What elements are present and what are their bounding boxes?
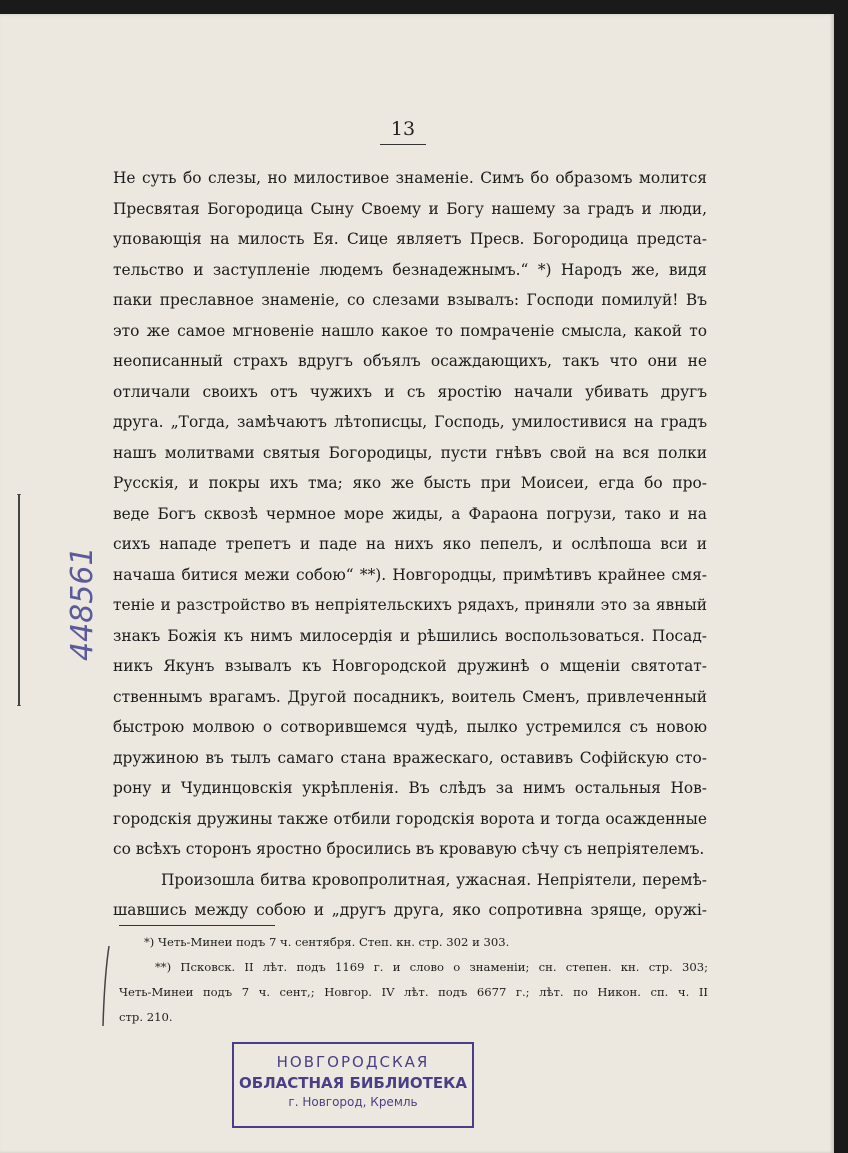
text-line: сихъ нападе трепетъ и паде на нихъ яко пепелъ, и ослѣпоша вси и xyxy=(113,535,707,553)
text-line: дружиною въ тылъ самаго стана вражескаго, оставивъ Софійскую сто- xyxy=(113,748,707,767)
text-line: Русскія, и покры ихъ тма; яко же бысть при Моисеи, егда бо про- xyxy=(113,474,707,492)
page-number-rule xyxy=(380,144,426,145)
stamp-line: г. Новгород, Кремль xyxy=(288,1095,418,1109)
footnote-line: Четь-Минеи подъ 7 ч. сент,; Новгор. IV лѣт. подъ 6677 г.; лѣт. по Никон. сп. ч. II xyxy=(119,985,708,999)
text-line: неописанный страхъ вдругъ объялъ осаждающихъ, такъ что они не xyxy=(113,352,707,370)
text-line: быстрою молвою о сотворившемся чудѣ, пылко устремился съ новою xyxy=(113,718,707,736)
text-line: отличали своихъ отъ чужихъ и съ яростію начали убивать другъ xyxy=(113,382,707,401)
paragraph-first-line: Произошла битва кровопролитная, ужасная. Непріятели, перемѣ- xyxy=(161,870,707,889)
text-line: со всѣхъ сторонъ яростно бросились въ кровавую сѣчу съ непріятелемъ. xyxy=(113,840,705,858)
text-line: тельство и заступленіе людемъ безнадежнымъ.“ *) Народъ же, видя xyxy=(113,260,707,279)
handwritten-inventory-number-text: 448561 xyxy=(65,546,100,661)
text-line: городскія дружины также отбили городскія ворота и тогда осажденные xyxy=(113,809,707,828)
text-line: паки преславное знаменіе, со слезами взывалъ: Господи помилуй! Въ xyxy=(113,291,707,309)
footnote-line: *) Четь-Минеи подъ 7 ч. сентября. Степ. кн. стр. 302 и 303. xyxy=(144,935,510,949)
text-line: друга. „Тогда, замѣчаютъ лѣтописцы, Господь, умилостивися на градъ xyxy=(113,413,707,431)
text-line: теніе и разстройство въ непріятельскихъ рядахъ, приняли это за явный xyxy=(113,596,707,614)
footnotes xyxy=(119,930,708,1030)
text-line: рону и Чудинцовскія укрѣпленія. Въ слѣдъ за нимъ остальныя Нов- xyxy=(113,779,707,797)
handwritten-inventory-number xyxy=(58,536,108,661)
text-line: ственнымъ врагамъ. Другой посадникъ, воитель Сменъ, привлеченный xyxy=(113,687,707,706)
scanned-page xyxy=(0,14,834,1153)
text-line: шавшись между собою и „другъ друга, яко сопротивна зряще, оружі- xyxy=(113,901,707,919)
stamp-line: НОВГОРОДСКАЯ xyxy=(276,1053,430,1071)
stamp-line: ОБЛАСТНАЯ БИБЛИОТЕКА xyxy=(239,1074,467,1092)
margin-pencil-stroke xyxy=(100,946,112,1026)
text-line: веде Богъ сквозѣ чермное море жиды, а Фараона погрузи, тако и на xyxy=(113,504,707,523)
body-text xyxy=(113,163,707,926)
margin-pencil-bar xyxy=(16,494,22,706)
text-line: никъ Якунъ взывалъ къ Новгородской дружинѣ о мщеніи святотат- xyxy=(113,657,707,675)
page-number: 13 xyxy=(390,118,416,140)
footnote-line: стр. 210. xyxy=(119,1010,173,1024)
text-line: Пресвятая Богородица Сыну Своему и Богу нашему за градъ и люди, xyxy=(113,199,707,218)
text-line: начаша битися межи собою“ **). Новгородцы, примѣтивъ крайнее смя- xyxy=(113,565,707,584)
library-stamp xyxy=(232,1042,474,1128)
footnote-line: **) Псковск. II лѣт. подъ 1169 г. и слово о знаменіи; сн. степен. кн. стр. 303; xyxy=(155,960,708,974)
text-line: уповающія на милость Ея. Сице являетъ Пресв. Богородица предста- xyxy=(113,230,707,248)
footnote-rule xyxy=(119,925,275,926)
text-line: знакъ Божія къ нимъ милосердія и рѣшились воспользоваться. Посад- xyxy=(113,626,707,645)
text-line: Не суть бо слезы, но милостивое знаменіе. Симъ бо образомъ молится xyxy=(113,169,707,187)
text-line: нашъ молитвами святыя Богородицы, пусти гнѣвъ свой на вся полки xyxy=(113,443,707,462)
text-line: это же самое мгновеніе нашло какое то помраченіе смысла, какой то xyxy=(113,321,707,340)
